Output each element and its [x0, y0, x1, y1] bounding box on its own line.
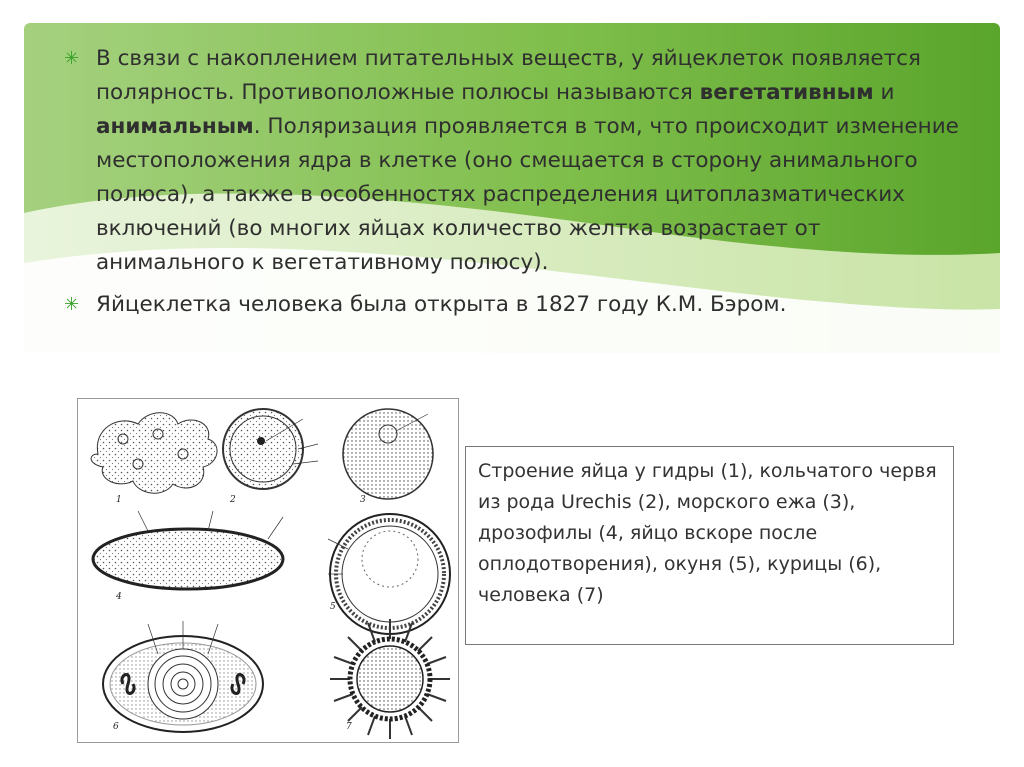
sea-urchin-egg-drawing: [343, 409, 433, 499]
egg-drawings: [78, 399, 458, 742]
panel-number-6: 6: [113, 722, 119, 732]
panel-number-2: 2: [230, 495, 236, 505]
bullet-text-part: В связи с накоплением питательных веществ, у яйцеклеток появляется полярность. Противоположные полюсы называются: [96, 46, 921, 105]
asterisk-bullet-icon: ✳: [64, 48, 80, 69]
chicken-egg-drawing: [103, 621, 263, 732]
panel-number-3: 3: [360, 495, 366, 505]
bullet-text: Яйцеклетка человека была открыта в 1827 году К.М. Бэром.: [96, 292, 787, 317]
drosophila-egg-drawing: [93, 511, 283, 589]
term-vegetative: вегетативным: [699, 80, 874, 105]
bullet-item-polarity: [62, 42, 962, 280]
figure-caption: Строение яйца у гидры (1), кольчатого червя из рода Urechis (2), морского ежа (3), дрозофилы (4, яйцо вскоре после оплодотворения), окуня (5), курицы (6), человека (7): [478, 460, 937, 606]
bullet-item-discovery: [62, 288, 962, 322]
human-egg-drawing: [330, 619, 450, 739]
figure-caption-box: [465, 446, 954, 645]
panel-number-5: 5: [330, 602, 336, 612]
panel-number-4: 4: [116, 592, 122, 602]
bullet-text-part: и: [873, 80, 895, 105]
bullet-text-part: . Поляризация проявляется в том, что происходит изменение местоположения ядра в клетке (оно смещается в сторону анимального полюса), а также в особенностях распределения цитоплазматических включений (во многих яйцах количество желтка возрастает от анимального к вегетативному полюсу).: [96, 114, 959, 275]
asterisk-bullet-icon: ✳: [64, 294, 80, 315]
term-animal: анимальным: [96, 114, 254, 139]
perch-egg-drawing: [328, 514, 450, 634]
hydra-egg-drawing: [91, 413, 217, 493]
urechis-egg-drawing: [223, 409, 318, 489]
bullet-list: [62, 42, 962, 330]
panel-number-1: 1: [116, 495, 122, 505]
egg-structure-figure: [77, 398, 459, 743]
panel-number-7: 7: [346, 722, 352, 732]
